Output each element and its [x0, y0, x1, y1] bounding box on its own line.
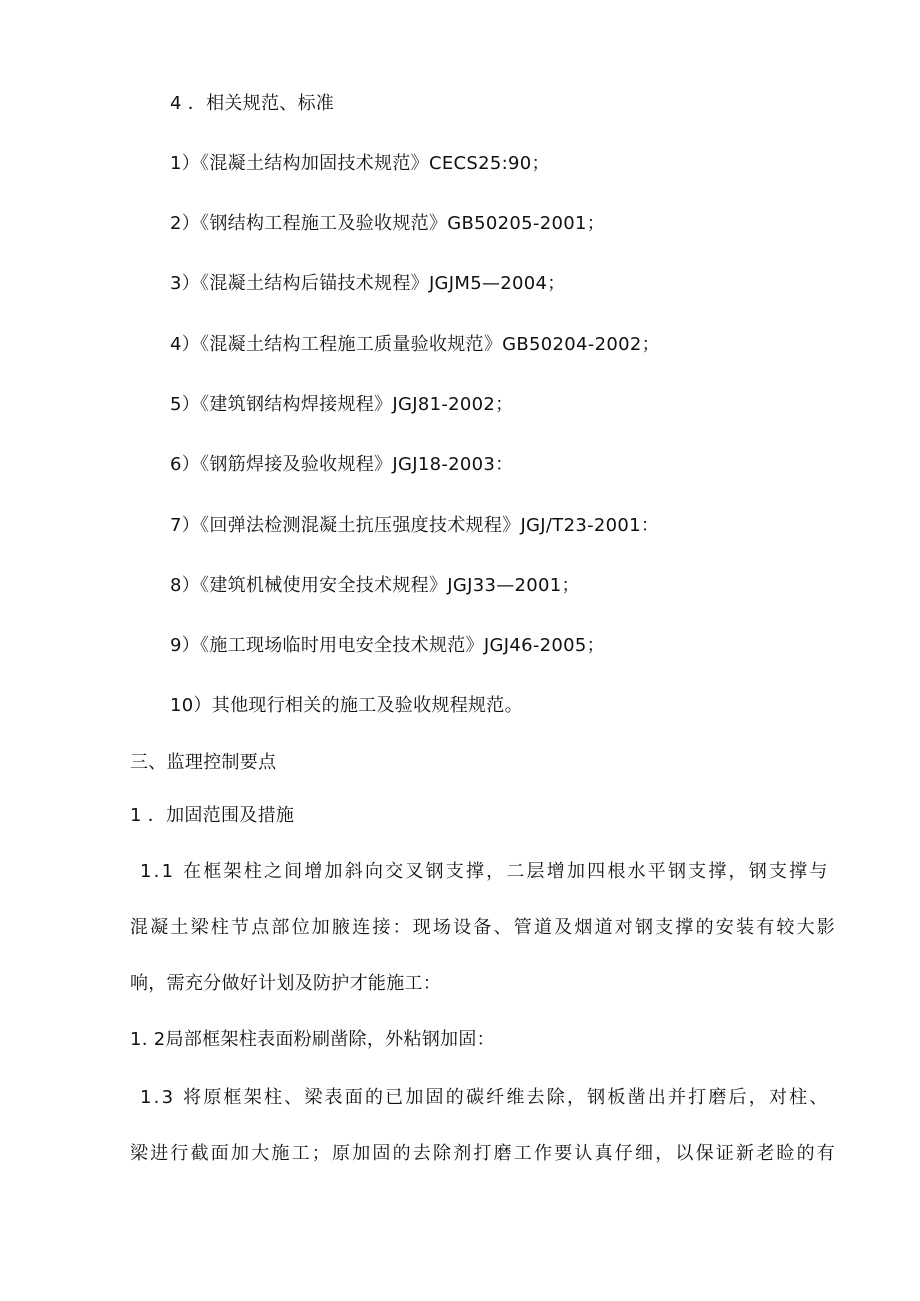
paragraph-line: 响，需充分做好计划及防护才能施工： — [130, 973, 442, 994]
list-item: 5）《建筑钢结构焊接规程》JGJ81-2002； — [170, 394, 514, 415]
paragraph-line: 混凝土梁柱节点部位加腋连接：现场设备、管道及烟道对钢支撑的安装有较大影 — [130, 917, 837, 938]
list-item: 6）《钢筋焊接及验收规程》JGJ18-2003： — [170, 454, 514, 475]
section-heading-standards: 4 ．相关规范、标准 — [170, 93, 335, 114]
list-item: 2）《钢结构工程施工及验收规范》GB50205-2001； — [170, 213, 606, 234]
subsection-heading-scope: 1 ．加固范围及措施 — [130, 805, 295, 826]
list-item: 3）《混凝土结构后锚技术规程》JGJM5—2004； — [170, 273, 566, 294]
list-item: 8）《建筑机械使用安全技术规程》JGJ33—2001； — [170, 575, 580, 596]
paragraph-line: 1.3 将原框架柱、梁表面的已加固的碳纤维去除，钢板凿出并打磨后，对柱、 — [140, 1087, 830, 1108]
paragraph-line: 梁进行截面加大施工；原加固的去除剂打磨工作要认真仔细，以保证新老睑的有 — [130, 1143, 837, 1164]
list-item: 10）其他现行相关的施工及验收规程规范。 — [170, 695, 523, 716]
list-item: 7）《回弹法检测混凝土抗压强度技术规程》JGJ/T23-2001： — [170, 515, 660, 536]
list-item: 9）《施工现场临时用电安全技术规范》JGJ46-2005； — [170, 635, 605, 656]
list-item: 1）《混凝土结构加固技术规范》CECS25:90； — [170, 153, 550, 174]
paragraph-line: 1.1 在框架柱之间增加斜向交叉钢支撑，二层增加四根水平钢支撑，钢支撑与 — [140, 861, 830, 882]
paragraph-line: 1. 2局部框架柱表面粉刷凿除，外粘钢加固： — [130, 1029, 495, 1050]
list-item: 4）《混凝土结构工程施工质量验收规范》GB50204-2002； — [170, 334, 660, 355]
section-heading-supervision: 三、监理控制要点 — [130, 752, 277, 773]
